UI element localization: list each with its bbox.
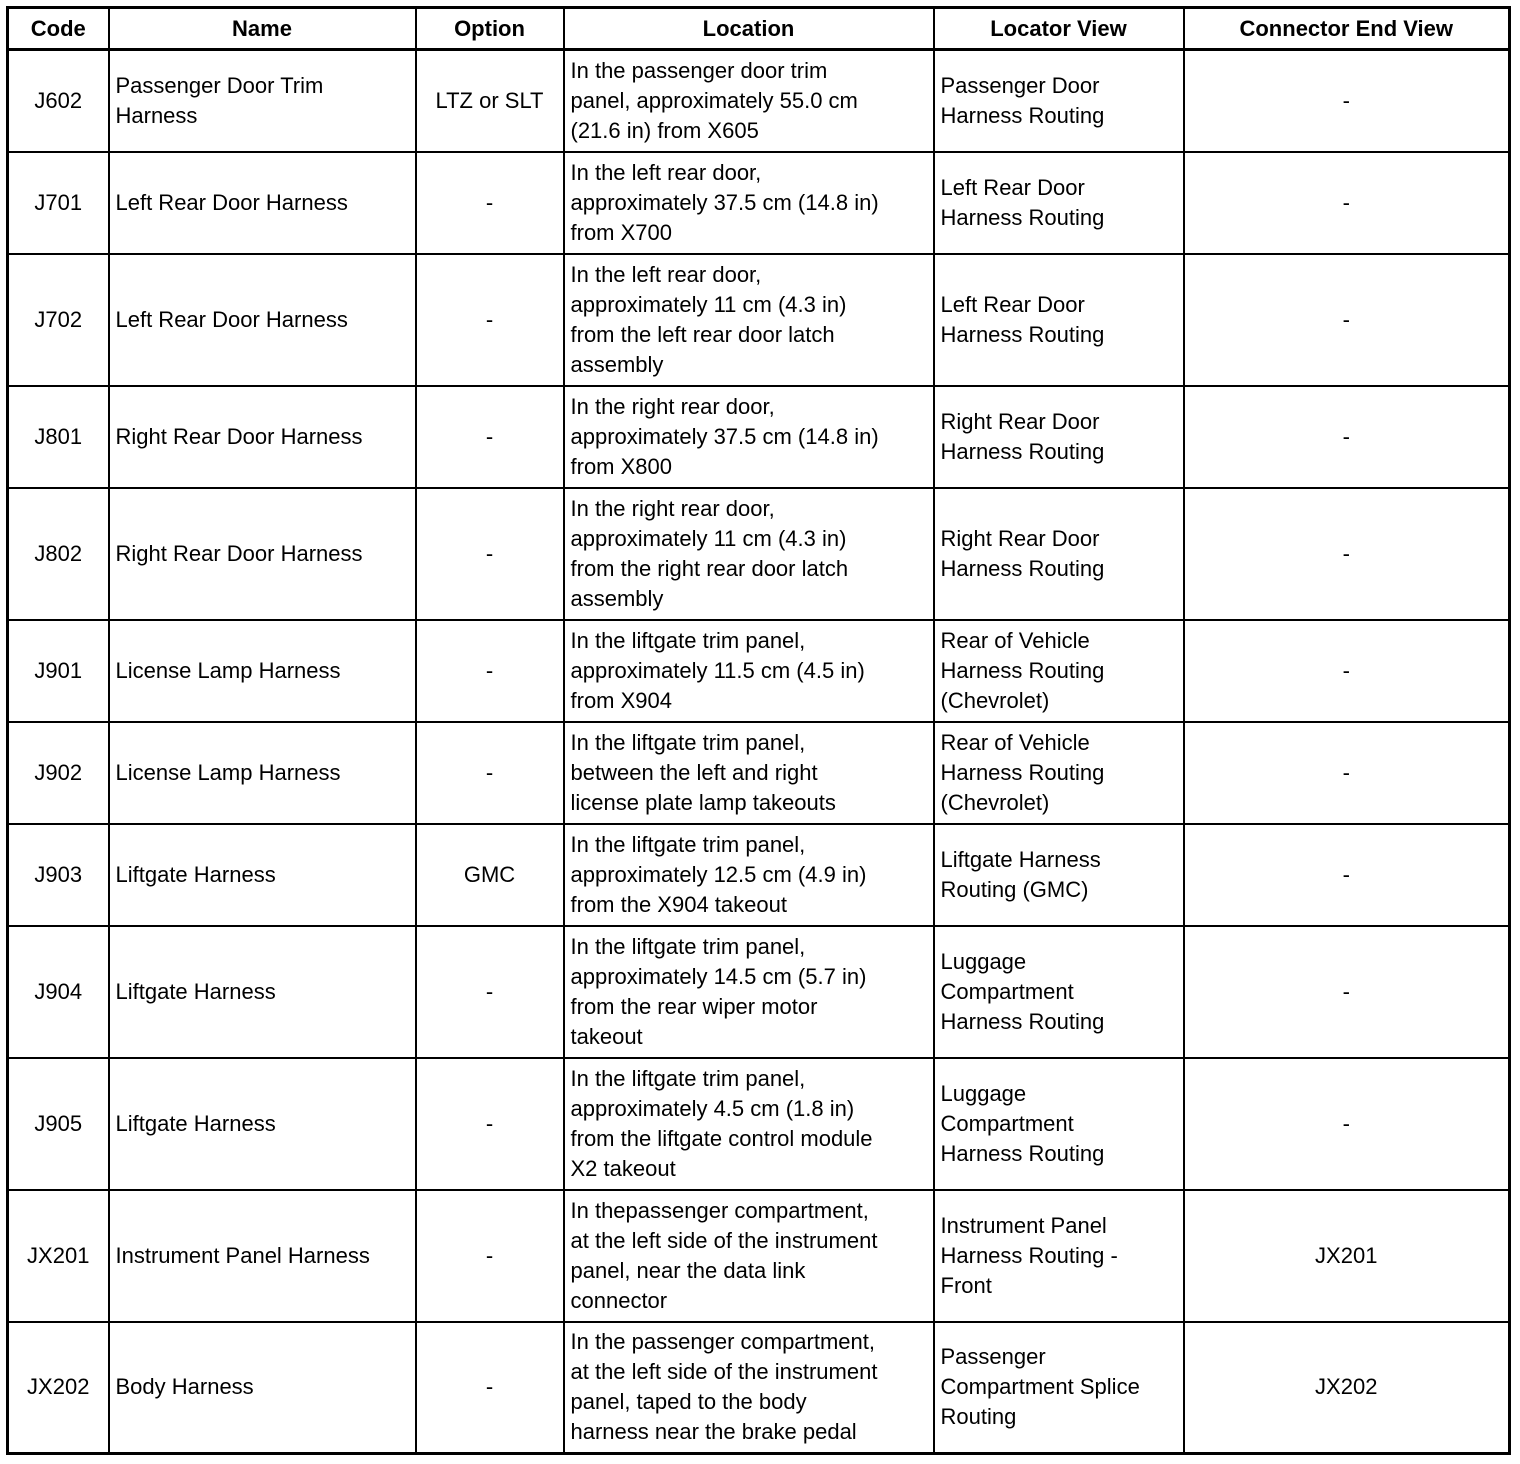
- locator-view-cell: [934, 620, 1184, 722]
- location-cell: [564, 926, 934, 1058]
- cell-line: Left Rear Door Harness: [115, 189, 348, 215]
- cell-line: from the left rear door latch: [570, 321, 835, 347]
- header-location: Location: [564, 8, 934, 50]
- cell-line: Harness Routing: [940, 438, 1105, 464]
- table-row: [8, 1322, 1510, 1454]
- cell-line: Harness Routing: [940, 321, 1105, 347]
- location-cell: [564, 254, 934, 386]
- cell-line: Compartment: [940, 1110, 1074, 1136]
- option-cell: -: [416, 722, 564, 824]
- code-cell: J901: [8, 620, 109, 722]
- cell-line: from the liftgate control module: [570, 1125, 873, 1151]
- connector-end-view-cell: -: [1184, 1058, 1510, 1190]
- option-cell: -: [416, 488, 564, 620]
- cell-line: Harness Routing: [940, 1140, 1105, 1166]
- cell-line: assembly: [570, 585, 664, 611]
- cell-line: Instrument Panel: [940, 1212, 1107, 1238]
- cell-line: approximately 11 cm (4.3 in): [570, 291, 847, 317]
- cell-line: Right Rear Door Harness: [115, 540, 363, 566]
- cell-line: Passenger: [940, 1344, 1046, 1370]
- cell-line: Harness: [115, 102, 198, 128]
- cell-line: License Lamp Harness: [115, 657, 341, 683]
- name-cell: [109, 926, 416, 1058]
- code-cell: JX201: [8, 1190, 109, 1322]
- cell-line: panel, approximately 55.0 cm: [570, 87, 858, 113]
- cell-line: Right Rear Door Harness: [115, 423, 363, 449]
- cell-line: at the left side of the instrument: [570, 1227, 878, 1253]
- cell-line: Front: [940, 1272, 992, 1298]
- cell-line: In the passenger compartment,: [570, 1329, 875, 1355]
- code-cell: J905: [8, 1058, 109, 1190]
- cell-line: Harness Routing: [940, 555, 1105, 581]
- table-row: [8, 50, 1510, 152]
- table-row: [8, 824, 1510, 926]
- connector-end-view-cell: -: [1184, 722, 1510, 824]
- locator-view-cell: [934, 722, 1184, 824]
- option-cell: -: [416, 152, 564, 254]
- connector-end-view-cell: -: [1184, 824, 1510, 926]
- cell-line: license plate lamp takeouts: [570, 789, 836, 815]
- cell-line: approximately 12.5 cm (4.9 in): [570, 861, 867, 887]
- location-cell: [564, 152, 934, 254]
- cell-line: In the right rear door,: [570, 495, 775, 521]
- locator-view-cell: [934, 254, 1184, 386]
- cell-line: (Chevrolet): [940, 687, 1050, 713]
- name-cell: [109, 722, 416, 824]
- table-row: [8, 386, 1510, 488]
- cell-line: connector: [570, 1287, 668, 1313]
- option-cell: GMC: [416, 824, 564, 926]
- locator-view-cell: [934, 488, 1184, 620]
- connector-end-view-cell: -: [1184, 386, 1510, 488]
- cell-line: In the liftgate trim panel,: [570, 1065, 806, 1091]
- name-cell: [109, 50, 416, 152]
- location-cell: [564, 1058, 934, 1190]
- cell-line: at the left side of the instrument: [570, 1359, 878, 1385]
- cell-line: Harness Routing: [940, 1008, 1105, 1034]
- code-cell: J801: [8, 386, 109, 488]
- option-cell: -: [416, 1058, 564, 1190]
- cell-line: Instrument Panel Harness: [115, 1242, 370, 1268]
- cell-line: License Lamp Harness: [115, 759, 341, 785]
- name-cell: [109, 1190, 416, 1322]
- locator-view-cell: [934, 50, 1184, 152]
- location-cell: [564, 1322, 934, 1454]
- cell-line: approximately 37.5 cm (14.8 in): [570, 189, 879, 215]
- location-cell: [564, 620, 934, 722]
- cell-line: Right Rear Door: [940, 408, 1100, 434]
- cell-line: Liftgate Harness: [115, 978, 276, 1004]
- code-cell: J702: [8, 254, 109, 386]
- cell-line: Body Harness: [115, 1374, 254, 1400]
- cell-line: Harness Routing -: [940, 1242, 1118, 1268]
- code-cell: J902: [8, 722, 109, 824]
- connector-end-view-cell: -: [1184, 50, 1510, 152]
- cell-line: approximately 11.5 cm (4.5 in): [570, 657, 865, 683]
- name-cell: [109, 386, 416, 488]
- connector-table: [6, 6, 1511, 1455]
- connector-end-view-cell: -: [1184, 152, 1510, 254]
- cell-line: Liftgate Harness: [115, 861, 276, 887]
- table-header: [8, 8, 1510, 50]
- connector-end-view-cell: -: [1184, 620, 1510, 722]
- option-cell: -: [416, 254, 564, 386]
- cell-line: Left Rear Door: [940, 291, 1085, 317]
- option-cell: LTZ or SLT: [416, 50, 564, 152]
- cell-line: Harness Routing: [940, 759, 1105, 785]
- table-row: [8, 488, 1510, 620]
- option-cell: -: [416, 386, 564, 488]
- table-row: [8, 620, 1510, 722]
- cell-line: approximately 11 cm (4.3 in): [570, 525, 847, 551]
- code-cell: JX202: [8, 1322, 109, 1454]
- header-locator-view: Locator View: [934, 8, 1184, 50]
- cell-line: from the right rear door latch: [570, 555, 849, 581]
- cell-line: Liftgate Harness: [940, 846, 1101, 872]
- name-cell: [109, 620, 416, 722]
- cell-line: Left Rear Door: [940, 174, 1085, 200]
- table-row: [8, 254, 1510, 386]
- cell-line: Routing: [940, 1404, 1017, 1430]
- name-cell: [109, 488, 416, 620]
- locator-view-cell: [934, 386, 1184, 488]
- cell-line: from the X904 takeout: [570, 891, 787, 917]
- cell-line: Harness Routing: [940, 204, 1105, 230]
- cell-line: In the liftgate trim panel,: [570, 627, 806, 653]
- table-row: [8, 152, 1510, 254]
- location-cell: [564, 386, 934, 488]
- table-row: [8, 1190, 1510, 1322]
- code-cell: J602: [8, 50, 109, 152]
- header-code: Code: [8, 8, 109, 50]
- cell-line: Rear of Vehicle: [940, 627, 1090, 653]
- header-name: Name: [109, 8, 416, 50]
- cell-line: Liftgate Harness: [115, 1110, 276, 1136]
- cell-line: In the left rear door,: [570, 261, 762, 287]
- cell-line: from X700: [570, 219, 672, 245]
- location-cell: [564, 488, 934, 620]
- cell-line: Harness Routing: [940, 657, 1105, 683]
- cell-line: from the rear wiper motor: [570, 993, 818, 1019]
- cell-line: Passenger Door Trim: [115, 72, 324, 98]
- option-cell: -: [416, 1190, 564, 1322]
- cell-line: panel, near the data link: [570, 1257, 806, 1283]
- cell-line: from X904: [570, 687, 672, 713]
- table-row: [8, 926, 1510, 1058]
- cell-line: In the liftgate trim panel,: [570, 933, 806, 959]
- name-cell: [109, 254, 416, 386]
- cell-line: approximately 14.5 cm (5.7 in): [570, 963, 867, 989]
- cell-line: Luggage: [940, 948, 1027, 974]
- code-cell: J903: [8, 824, 109, 926]
- connector-end-view-cell: -: [1184, 926, 1510, 1058]
- table-row: [8, 722, 1510, 824]
- header-connector-end-view: Connector End View: [1184, 8, 1510, 50]
- location-cell: [564, 722, 934, 824]
- cell-line: (21.6 in) from X605: [570, 117, 759, 143]
- option-cell: -: [416, 620, 564, 722]
- connector-end-view-cell: JX202: [1184, 1322, 1510, 1454]
- cell-line: takeout: [570, 1023, 643, 1049]
- cell-line: between the left and right: [570, 759, 818, 785]
- connector-end-view-cell: -: [1184, 488, 1510, 620]
- cell-line: In the left rear door,: [570, 159, 762, 185]
- cell-line: Compartment: [940, 978, 1074, 1004]
- cell-line: Harness Routing: [940, 102, 1105, 128]
- location-cell: [564, 50, 934, 152]
- cell-line: In the right rear door,: [570, 393, 775, 419]
- cell-line: harness near the brake pedal: [570, 1419, 857, 1445]
- cell-line: X2 takeout: [570, 1155, 676, 1181]
- cell-line: Routing (GMC): [940, 876, 1089, 902]
- cell-line: Luggage: [940, 1080, 1027, 1106]
- cell-line: Left Rear Door Harness: [115, 306, 348, 332]
- code-cell: J701: [8, 152, 109, 254]
- cell-line: from X800: [570, 453, 672, 479]
- cell-line: In thepassenger compartment,: [570, 1197, 869, 1223]
- table-body: [8, 50, 1510, 1454]
- cell-line: (Chevrolet): [940, 789, 1050, 815]
- cell-line: approximately 37.5 cm (14.8 in): [570, 423, 879, 449]
- locator-view-cell: [934, 1058, 1184, 1190]
- cell-line: In the liftgate trim panel,: [570, 729, 806, 755]
- cell-line: Compartment Splice: [940, 1374, 1140, 1400]
- cell-line: assembly: [570, 351, 664, 377]
- cell-line: approximately 4.5 cm (1.8 in): [570, 1095, 855, 1121]
- header-option: Option: [416, 8, 564, 50]
- header-row: [8, 8, 1510, 50]
- code-cell: J802: [8, 488, 109, 620]
- option-cell: -: [416, 1322, 564, 1454]
- location-cell: [564, 824, 934, 926]
- cell-line: Rear of Vehicle: [940, 729, 1090, 755]
- table-row: [8, 1058, 1510, 1190]
- name-cell: [109, 1322, 416, 1454]
- connector-end-view-cell: -: [1184, 254, 1510, 386]
- name-cell: [109, 152, 416, 254]
- name-cell: [109, 824, 416, 926]
- locator-view-cell: [934, 1190, 1184, 1322]
- locator-view-cell: [934, 1322, 1184, 1454]
- locator-view-cell: [934, 152, 1184, 254]
- locator-view-cell: [934, 926, 1184, 1058]
- cell-line: In the liftgate trim panel,: [570, 831, 806, 857]
- location-cell: [564, 1190, 934, 1322]
- locator-view-cell: [934, 824, 1184, 926]
- cell-line: panel, taped to the body: [570, 1389, 807, 1415]
- code-cell: J904: [8, 926, 109, 1058]
- connector-end-view-cell: JX201: [1184, 1190, 1510, 1322]
- cell-line: In the passenger door trim: [570, 57, 828, 83]
- cell-line: Passenger Door: [940, 72, 1100, 98]
- name-cell: [109, 1058, 416, 1190]
- option-cell: -: [416, 926, 564, 1058]
- cell-line: Right Rear Door: [940, 525, 1100, 551]
